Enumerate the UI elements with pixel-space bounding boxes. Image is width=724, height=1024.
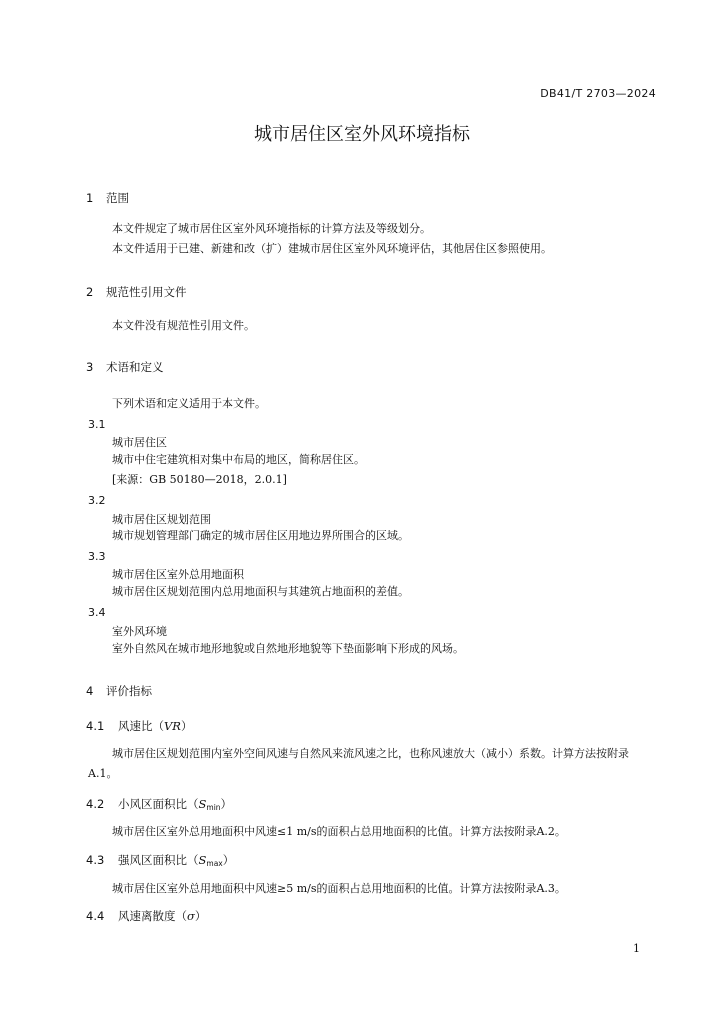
subsection-title-prefix: 小风区面积比（ — [118, 797, 199, 811]
symbol-subscript: min — [206, 803, 221, 812]
term-number: 3.4 — [88, 606, 106, 619]
section-3-heading — [86, 359, 164, 375]
section-number: 4 — [86, 684, 94, 698]
section-1-heading — [86, 190, 129, 206]
subsection-title-suffix: ） — [194, 909, 207, 923]
subsection-title-suffix: ） — [222, 853, 235, 867]
page-number: 1 — [633, 942, 640, 955]
subsection-heading — [86, 796, 232, 812]
paragraph: 下列术语和定义适用于本文件。 — [112, 397, 266, 410]
page-title: 城市居住区室外风环境指标 — [254, 124, 470, 145]
term-name: 城市居住区 — [112, 436, 167, 449]
term-number: 3.3 — [88, 550, 106, 563]
subsection-title-prefix: 强风区面积比（ — [118, 853, 199, 867]
symbol-subscript: max — [206, 859, 223, 868]
term-definition: 城市中住宅建筑相对集中布局的地区，简称居住区。 — [112, 453, 365, 466]
symbol-s: S — [198, 853, 207, 867]
symbol-s: S — [198, 797, 207, 811]
subsection-number: 4.2 — [86, 797, 105, 811]
section-number: 1 — [86, 191, 94, 205]
paragraph: 本文件没有规范性引用文件。 — [112, 319, 255, 332]
paragraph: 城市居住区室外总用地面积中风速≥5 m/s的面积占总用地面积的比值。计算方法按附录A.3。 — [112, 882, 566, 895]
term-definition: 城市规划管理部门确定的城市居住区用地边界所围合的区域。 — [112, 529, 409, 542]
symbol-sigma: σ — [187, 909, 195, 923]
subsection-title-suffix: ） — [220, 797, 233, 811]
term-definition: 室外自然风在城市地形地貌或自然地形地貌等下垫面影响下形成的风场。 — [112, 642, 464, 655]
paragraph: 城市居住区室外总用地面积中风速≤1 m/s的面积占总用地面积的比值。计算方法按附录A.2。 — [112, 825, 566, 838]
section-title: 规范性引用文件 — [106, 285, 187, 299]
section-number: 3 — [86, 360, 94, 374]
subsection-number: 4.4 — [86, 909, 105, 923]
section-2-heading — [86, 284, 187, 300]
section-number: 2 — [86, 285, 94, 299]
section-4-heading — [86, 683, 152, 699]
subsection-heading — [86, 718, 192, 734]
term-name: 城市居住区规划范围 — [112, 513, 211, 526]
symbol-vr: VR — [164, 719, 181, 733]
term-source: [来源：GB 50180—2018，2.0.1] — [112, 473, 287, 486]
term-definition: 城市居住区规划范围内总用地面积与其建筑占地面积的差值。 — [112, 585, 409, 598]
subsection-title-prefix: 风速比（ — [118, 719, 164, 733]
term-number: 3.2 — [88, 494, 106, 507]
term-number: 3.1 — [88, 418, 106, 431]
subsection-number: 4.1 — [86, 719, 105, 733]
paragraph: 本文件适用于已建、新建和改（扩）建城市居住区室外风环境评估，其他居住区参照使用。 — [112, 242, 552, 255]
subsection-number: 4.3 — [86, 853, 105, 867]
section-title: 范围 — [106, 191, 129, 205]
document-number: DB41/T 2703—2024 — [540, 87, 656, 100]
subsection-title-prefix: 风速离散度（ — [118, 909, 187, 923]
term-name: 城市居住区室外总用地面积 — [112, 568, 244, 581]
subsection-heading — [86, 908, 206, 924]
paragraph: 本文件规定了城市居住区室外风环境指标的计算方法及等级划分。 — [112, 222, 431, 235]
section-title: 评价指标 — [106, 684, 152, 698]
subsection-title-suffix: ） — [180, 719, 193, 733]
term-name: 室外风环境 — [112, 625, 167, 638]
section-title: 术语和定义 — [106, 360, 164, 374]
paragraph: 城市居住区规划范围内室外空间风速与自然风来流风速之比，也称风速放大（减小）系数。计算方法按附录A.1。 — [88, 747, 629, 780]
subsection-heading — [86, 852, 234, 868]
